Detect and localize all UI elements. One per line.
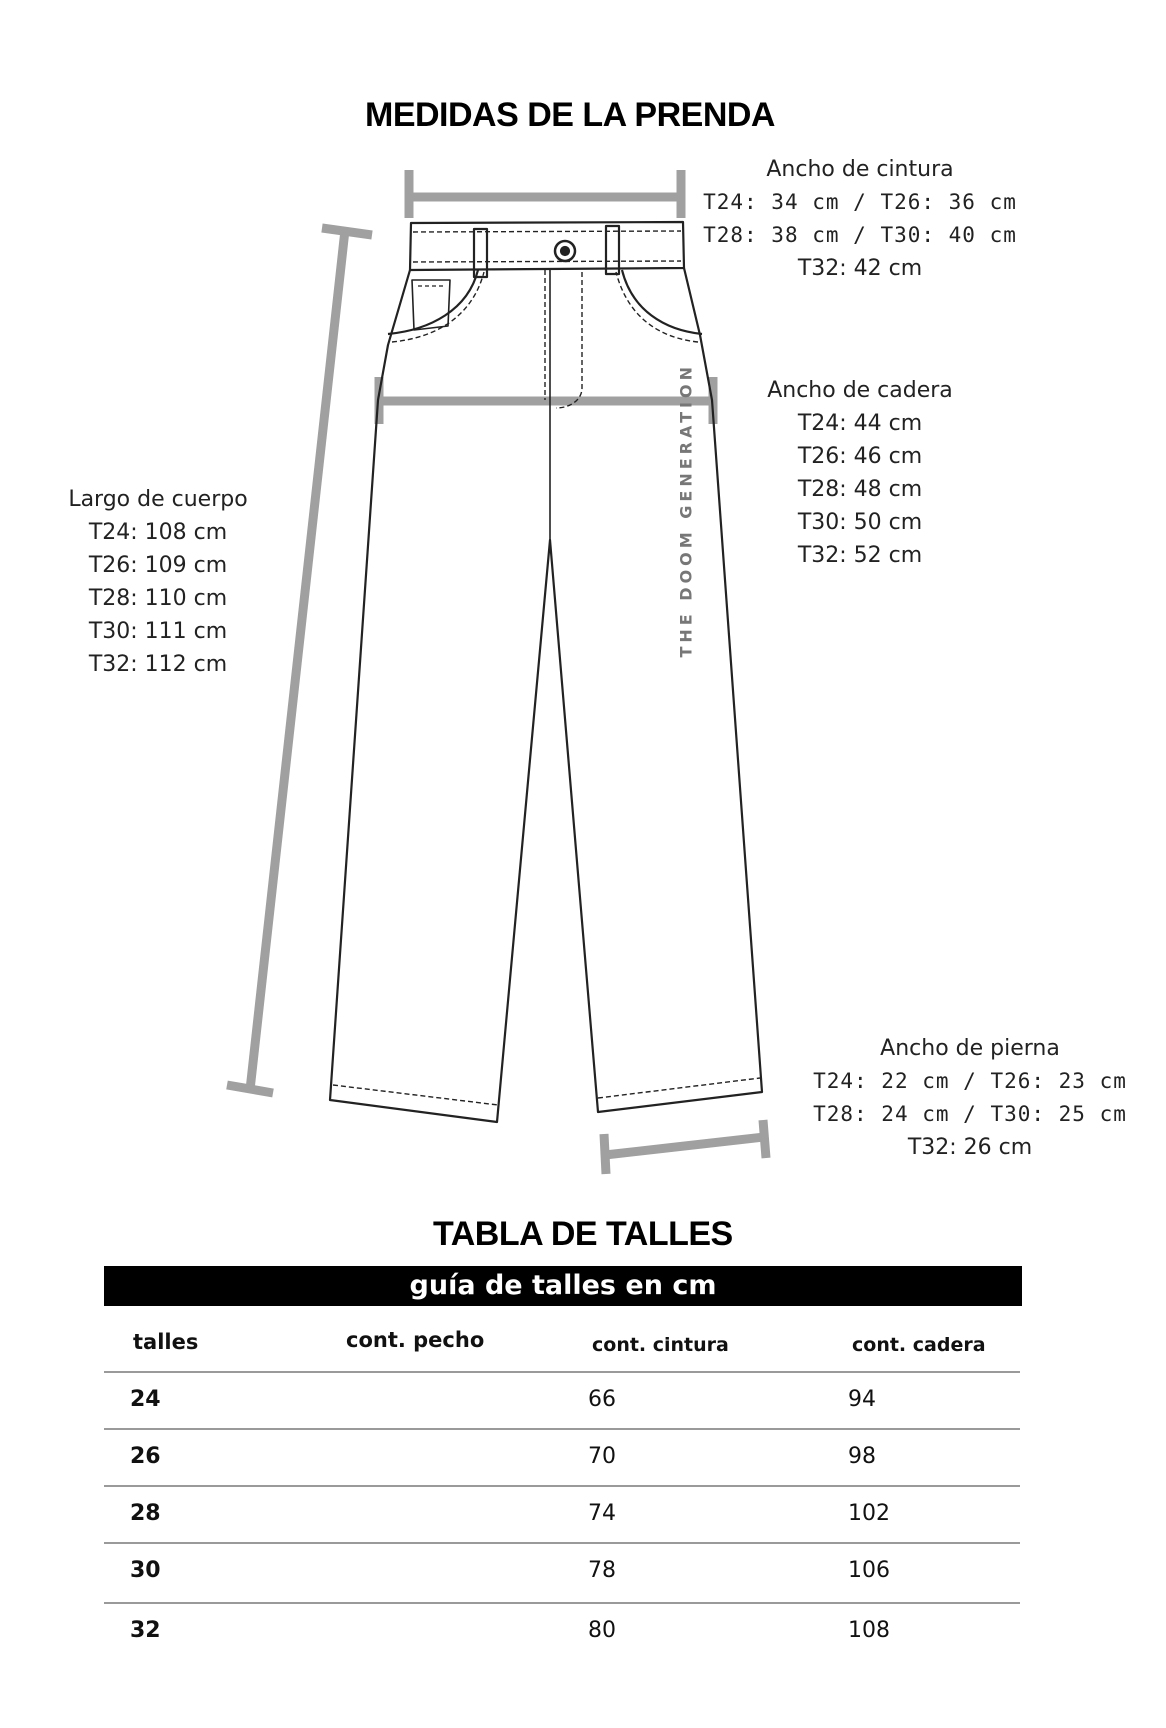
- length-line-4: T30: 111 cm: [88, 619, 228, 644]
- size-guide-banner: guía de talles en cm: [104, 1266, 1022, 1306]
- length-line-3: T28: 110 cm: [88, 586, 228, 611]
- table-row: [104, 1371, 1020, 1430]
- waist-line-2: T28: 38 cm / T30: 40 cm: [703, 223, 1017, 247]
- waist-measures: [690, 153, 1030, 285]
- waist-line-1: T24: 34 cm / T26: 36 cm: [703, 190, 1017, 214]
- waist-line-3: T32: 42 cm: [797, 256, 923, 281]
- cell-cadera: 94: [848, 1387, 876, 1412]
- cell-cintura: 78: [588, 1558, 616, 1583]
- cell-cadera: 108: [848, 1618, 890, 1643]
- leg-measures: [800, 1032, 1140, 1164]
- cell-cintura: 80: [588, 1618, 616, 1643]
- leg-line-1: T24: 22 cm / T26: 23 cm: [813, 1069, 1127, 1093]
- length-line-1: T24: 108 cm: [88, 520, 228, 545]
- cell-cadera: 102: [848, 1501, 890, 1526]
- table-row: [104, 1485, 1020, 1544]
- hip-measure-bar: [379, 377, 713, 424]
- waist-label: Ancho de cintura: [766, 157, 954, 182]
- waist-measure-bar: [409, 170, 681, 218]
- cell-cadera: 98: [848, 1444, 876, 1469]
- cell-cintura: 74: [588, 1501, 616, 1526]
- hip-line-2: T26: 46 cm: [797, 444, 923, 469]
- header-pecho: cont. pecho: [346, 1328, 485, 1352]
- length-measures: [58, 483, 258, 681]
- hip-line-5: T32: 52 cm: [797, 543, 923, 568]
- cell-talle: 28: [130, 1501, 161, 1526]
- garment-measures-title: MEDIDAS DE LA PRENDA: [365, 96, 775, 134]
- table-row: [104, 1542, 1020, 1601]
- hip-label: Ancho de cadera: [767, 378, 953, 403]
- brand-vertical-text: THE DOOM GENERATION: [676, 363, 696, 658]
- length-line-2: T26: 109 cm: [88, 553, 228, 578]
- cell-cintura: 66: [588, 1387, 616, 1412]
- table-row: [104, 1428, 1020, 1487]
- cell-talle: 30: [130, 1558, 161, 1583]
- header-cadera: cont. cadera: [852, 1334, 986, 1356]
- hip-measures: [760, 374, 960, 572]
- cell-talle: 26: [130, 1444, 161, 1469]
- header-cintura: cont. cintura: [592, 1334, 729, 1356]
- hip-line-1: T24: 44 cm: [797, 411, 923, 436]
- leg-label: Ancho de pierna: [880, 1036, 1060, 1061]
- table-row: [104, 1602, 1020, 1661]
- leg-line-2: T28: 24 cm / T30: 25 cm: [813, 1102, 1127, 1126]
- cell-cadera: 106: [848, 1558, 890, 1583]
- cell-talle: 24: [130, 1387, 161, 1412]
- leg-measure-bar: [604, 1120, 766, 1174]
- hip-line-3: T28: 48 cm: [797, 477, 923, 502]
- length-label: Largo de cuerpo: [68, 487, 248, 512]
- size-table-title: TABLA DE TALLES: [433, 1215, 733, 1253]
- leg-line-3: T32: 26 cm: [907, 1135, 1033, 1160]
- header-talles: talles: [133, 1330, 199, 1354]
- cell-talle: 32: [130, 1618, 161, 1643]
- cell-cintura: 70: [588, 1444, 616, 1469]
- hip-line-4: T30: 50 cm: [797, 510, 923, 535]
- length-line-5: T32: 112 cm: [88, 652, 228, 677]
